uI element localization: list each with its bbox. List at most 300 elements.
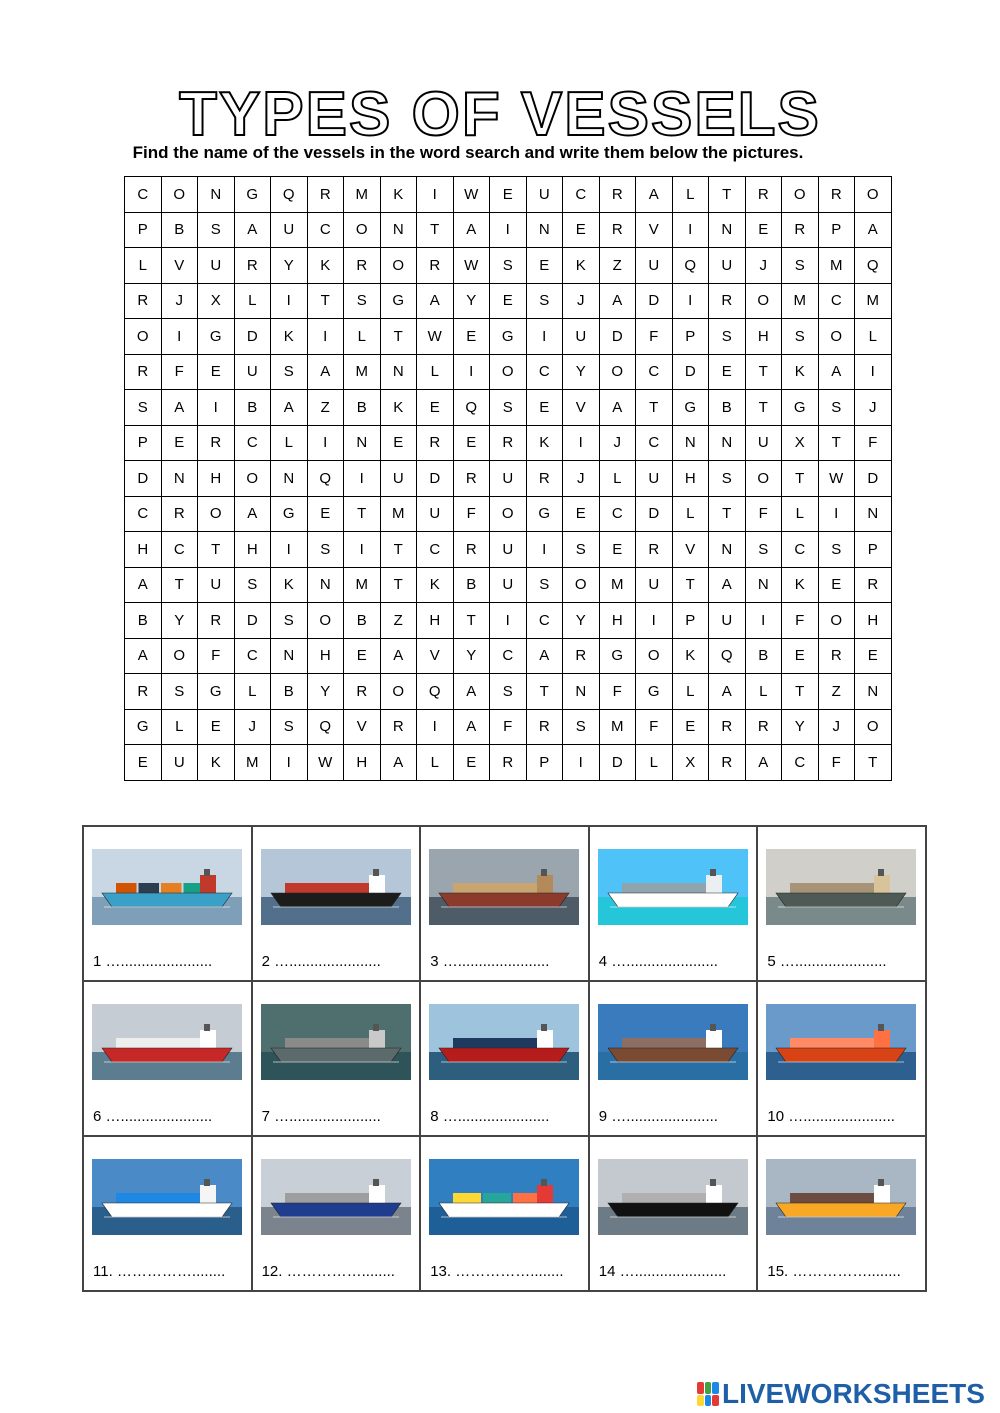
grid-letter: N [672, 425, 709, 461]
grid-letter: M [344, 354, 381, 390]
answer-blank[interactable]: 15. ……………........ [767, 1263, 901, 1280]
answer-blank[interactable]: 11. ……………........ [93, 1263, 226, 1280]
grid-letter: A [599, 283, 636, 319]
grid-letter: S [125, 390, 162, 426]
grid-letter: P [672, 603, 709, 639]
grid-letter: L [417, 354, 454, 390]
grid-letter: S [271, 603, 308, 639]
grid-letter: H [234, 532, 271, 568]
grid-letter: E [855, 638, 892, 674]
grid-letter: C [526, 603, 563, 639]
grid-letter: J [161, 283, 198, 319]
grid-letter: O [380, 248, 417, 284]
grid-letter: F [855, 425, 892, 461]
grid-letter: C [818, 283, 855, 319]
cargo-ship-photo [598, 1004, 748, 1080]
vessel-card [757, 1136, 926, 1291]
vessel-card [757, 981, 926, 1136]
grid-letter: K [417, 567, 454, 603]
grid-letter: V [344, 709, 381, 745]
grid-letter: C [599, 496, 636, 532]
grid-row [125, 603, 892, 639]
grid-letter: F [490, 709, 527, 745]
grid-letter: T [709, 496, 746, 532]
grid-letter: N [709, 212, 746, 248]
grid-letter: P [818, 212, 855, 248]
grid-letter: Y [453, 283, 490, 319]
grid-letter: G [380, 283, 417, 319]
grid-letter: N [271, 461, 308, 497]
grid-letter: N [161, 461, 198, 497]
grid-letter: A [271, 390, 308, 426]
grid-letter: A [234, 212, 271, 248]
grid-letter: U [709, 248, 746, 284]
grid-letter: G [198, 319, 235, 355]
grid-letter: I [745, 603, 782, 639]
grid-row [125, 638, 892, 674]
grid-letter: U [636, 248, 673, 284]
grid-letter: E [526, 390, 563, 426]
grid-letter: U [563, 319, 600, 355]
grid-letter: F [745, 496, 782, 532]
answer-blank[interactable]: 12. ……………........ [261, 1263, 395, 1280]
grid-letter: Y [563, 354, 600, 390]
grid-letter: I [563, 745, 600, 781]
grid-letter: R [234, 248, 271, 284]
grid-row [125, 177, 892, 213]
grid-letter: R [344, 674, 381, 710]
grid-letter: Z [599, 248, 636, 284]
grid-letter: J [234, 709, 271, 745]
grid-letter: E [672, 709, 709, 745]
grid-letter: A [526, 638, 563, 674]
grid-letter: D [234, 319, 271, 355]
grid-letter: Y [307, 674, 344, 710]
grid-letter: S [271, 709, 308, 745]
grid-letter: L [417, 745, 454, 781]
grid-letter: A [380, 745, 417, 781]
grid-letter: U [745, 425, 782, 461]
grid-letter: G [490, 319, 527, 355]
grid-letter: S [818, 390, 855, 426]
grid-letter: B [125, 603, 162, 639]
grid-letter: A [453, 212, 490, 248]
grid-letter: R [125, 354, 162, 390]
grid-row [125, 425, 892, 461]
grid-letter: T [672, 567, 709, 603]
grid-letter: F [198, 638, 235, 674]
grid-letter: O [636, 638, 673, 674]
grid-letter: T [636, 390, 673, 426]
grid-letter: D [855, 461, 892, 497]
grid-letter: U [271, 212, 308, 248]
grid-letter: W [818, 461, 855, 497]
vessel-card [420, 981, 589, 1136]
grid-row [125, 461, 892, 497]
grid-letter: Q [709, 638, 746, 674]
grid-letter: M [855, 283, 892, 319]
grid-letter: U [490, 532, 527, 568]
grid-letter: E [490, 283, 527, 319]
grid-letter: R [125, 674, 162, 710]
grid-letter: H [745, 319, 782, 355]
grid-letter: N [344, 425, 381, 461]
grid-letter: U [198, 248, 235, 284]
grid-letter: L [782, 496, 819, 532]
grid-letter: U [636, 461, 673, 497]
grid-letter: L [672, 496, 709, 532]
answer-blank[interactable]: 4 …...................... [598, 953, 718, 970]
cruise-ship-photo [429, 1159, 579, 1235]
grid-letter: K [672, 638, 709, 674]
grid-letter: I [490, 603, 527, 639]
grid-letter: G [234, 177, 271, 213]
grid-letter: T [855, 745, 892, 781]
grid-letter: J [818, 709, 855, 745]
grid-letter: M [782, 283, 819, 319]
grid-letter: R [818, 177, 855, 213]
grid-letter: S [782, 248, 819, 284]
answer-blank[interactable]: 1 …...................... [93, 953, 213, 970]
grid-letter: U [198, 567, 235, 603]
grid-letter: B [234, 390, 271, 426]
grid-row [125, 319, 892, 355]
grid-letter: B [271, 674, 308, 710]
grid-letter: L [672, 674, 709, 710]
grid-letter: R [526, 709, 563, 745]
grid-letter: Y [161, 603, 198, 639]
grid-letter: E [709, 354, 746, 390]
vessel-card [252, 1136, 421, 1291]
grid-letter: R [599, 177, 636, 213]
grid-letter: T [782, 461, 819, 497]
grid-letter: R [453, 461, 490, 497]
answer-blank[interactable]: 5 …...................... [767, 953, 887, 970]
grid-letter: S [563, 532, 600, 568]
grid-letter: O [745, 461, 782, 497]
grid-letter: R [526, 461, 563, 497]
grid-letter: O [307, 603, 344, 639]
grid-letter: Y [271, 248, 308, 284]
grid-letter: S [563, 709, 600, 745]
grid-letter: J [745, 248, 782, 284]
grid-letter: I [198, 390, 235, 426]
grid-letter: G [599, 638, 636, 674]
grid-letter: N [271, 638, 308, 674]
answer-blank[interactable]: 2 …...................... [261, 953, 381, 970]
grid-letter: F [453, 496, 490, 532]
grid-letter: H [672, 461, 709, 497]
grid-letter: E [125, 745, 162, 781]
vessel-card [420, 826, 589, 981]
grid-letter: S [709, 461, 746, 497]
card-row [83, 1136, 926, 1291]
grid-letter: W [417, 319, 454, 355]
grid-letter: S [344, 283, 381, 319]
grid-letter: I [453, 354, 490, 390]
grid-letter: N [380, 212, 417, 248]
card-row [83, 826, 926, 981]
grid-letter: E [782, 638, 819, 674]
answer-blank[interactable]: 6 …...................... [93, 1108, 213, 1125]
grid-letter: R [198, 603, 235, 639]
grid-letter: Y [453, 638, 490, 674]
grid-letter: O [855, 709, 892, 745]
grid-letter: I [526, 532, 563, 568]
grid-letter: B [745, 638, 782, 674]
grid-letter: O [599, 354, 636, 390]
grid-letter: L [636, 745, 673, 781]
grid-letter: H [344, 745, 381, 781]
grid-letter: K [271, 567, 308, 603]
grid-letter: I [271, 532, 308, 568]
grid-letter: E [599, 532, 636, 568]
grid-row [125, 248, 892, 284]
grid-letter: O [344, 212, 381, 248]
grid-letter: C [234, 425, 271, 461]
grid-letter: Q [307, 461, 344, 497]
grid-letter: N [198, 177, 235, 213]
barge-photo [429, 849, 579, 925]
grid-letter: R [636, 532, 673, 568]
answer-blank[interactable]: 8 …...................... [430, 1108, 550, 1125]
grid-row [125, 567, 892, 603]
grid-letter: T [380, 319, 417, 355]
grid-letter: O [855, 177, 892, 213]
grid-letter: C [782, 532, 819, 568]
grid-letter: Z [818, 674, 855, 710]
grid-letter: A [417, 283, 454, 319]
grid-letter: T [453, 603, 490, 639]
grid-letter: M [599, 567, 636, 603]
grid-letter: W [453, 248, 490, 284]
grid-letter: U [636, 567, 673, 603]
grid-letter: X [198, 283, 235, 319]
grid-letter: C [563, 177, 600, 213]
grid-letter: I [526, 319, 563, 355]
grid-letter: R [782, 212, 819, 248]
grid-letter: R [599, 212, 636, 248]
ferry-boat-photo [429, 1004, 579, 1080]
grid-letter: K [782, 567, 819, 603]
grid-letter: A [453, 674, 490, 710]
grid-letter: I [344, 532, 381, 568]
grid-letter: R [709, 283, 746, 319]
yacht-photo [598, 849, 748, 925]
grid-letter: I [307, 319, 344, 355]
grid-letter: T [745, 354, 782, 390]
answer-blank[interactable]: 10 …...................... [767, 1108, 895, 1125]
grid-letter: C [490, 638, 527, 674]
grid-letter: O [161, 177, 198, 213]
grid-row [125, 283, 892, 319]
grid-letter: V [636, 212, 673, 248]
grid-letter: R [563, 638, 600, 674]
grid-letter: K [198, 745, 235, 781]
container-ship-photo [92, 849, 242, 925]
grid-letter: I [672, 212, 709, 248]
grid-letter: E [198, 354, 235, 390]
grid-letter: A [125, 567, 162, 603]
vessel-card [589, 981, 758, 1136]
vessel-card [252, 981, 421, 1136]
grid-letter: R [453, 532, 490, 568]
grid-letter: T [307, 283, 344, 319]
grid-letter: N [709, 425, 746, 461]
grid-letter: E [453, 425, 490, 461]
vessel-card [757, 826, 926, 981]
grid-letter: R [307, 177, 344, 213]
grid-letter: E [490, 177, 527, 213]
grid-letter: O [198, 496, 235, 532]
grid-letter: W [307, 745, 344, 781]
grid-letter: E [161, 425, 198, 461]
tanker-photo [92, 1004, 242, 1080]
grid-letter: S [782, 319, 819, 355]
grid-letter: Q [417, 674, 454, 710]
grid-letter: N [709, 532, 746, 568]
grid-letter: E [563, 496, 600, 532]
grid-letter: C [636, 354, 673, 390]
grid-letter: D [599, 745, 636, 781]
instructions: Find the name of the vessels in the word search and write them below the pictures. [132, 143, 804, 162]
grid-letter: Q [453, 390, 490, 426]
grid-letter: C [782, 745, 819, 781]
grid-letter: A [636, 177, 673, 213]
grid-letter: R [818, 638, 855, 674]
grid-letter: D [636, 496, 673, 532]
ocean-liner-photo [261, 849, 411, 925]
grid-letter: O [161, 638, 198, 674]
liveworksheets-logo [697, 1379, 985, 1409]
grid-letter: T [526, 674, 563, 710]
grid-letter: M [344, 177, 381, 213]
grid-letter: Q [672, 248, 709, 284]
grid-letter: J [599, 425, 636, 461]
grid-letter: G [125, 709, 162, 745]
grid-letter: I [344, 461, 381, 497]
grid-letter: S [818, 532, 855, 568]
grid-letter: G [271, 496, 308, 532]
grid-letter: S [745, 532, 782, 568]
grid-letter: M [599, 709, 636, 745]
grid-letter: I [417, 709, 454, 745]
grid-letter: G [782, 390, 819, 426]
grid-letter: H [198, 461, 235, 497]
grid-letter: L [344, 319, 381, 355]
grid-letter: P [672, 319, 709, 355]
grid-letter: C [307, 212, 344, 248]
grid-letter: S [526, 283, 563, 319]
logo-icon [697, 1382, 719, 1406]
grid-letter: A [125, 638, 162, 674]
vessel-card [589, 1136, 758, 1291]
grid-letter: P [125, 212, 162, 248]
grid-letter: C [417, 532, 454, 568]
grid-letter: E [380, 425, 417, 461]
answer-blank[interactable]: 7 …...................... [261, 1108, 381, 1125]
grid-letter: M [344, 567, 381, 603]
grid-letter: A [380, 638, 417, 674]
grid-letter: C [636, 425, 673, 461]
grid-letter: L [125, 248, 162, 284]
grid-letter: R [490, 745, 527, 781]
grid-letter: S [490, 390, 527, 426]
vessel-card [589, 826, 758, 981]
grid-letter: R [344, 248, 381, 284]
grid-letter: N [855, 496, 892, 532]
grid-letter: S [709, 319, 746, 355]
grid-letter: R [417, 248, 454, 284]
grid-letter: E [307, 496, 344, 532]
grid-letter: E [344, 638, 381, 674]
picture-cards [82, 825, 927, 1292]
grid-letter: O [563, 567, 600, 603]
grid-letter: E [453, 319, 490, 355]
dredger-photo [766, 849, 916, 925]
page-title: TYPES OF VESSELS [179, 80, 821, 149]
grid-letter: G [636, 674, 673, 710]
grid-letter: J [855, 390, 892, 426]
grid-letter: A [161, 390, 198, 426]
grid-letter: K [307, 248, 344, 284]
grid-letter: S [526, 567, 563, 603]
grid-letter: V [563, 390, 600, 426]
grid-letter: S [161, 674, 198, 710]
grid-letter: I [417, 177, 454, 213]
grid-letter: D [234, 603, 271, 639]
grid-letter: L [271, 425, 308, 461]
grid-letter: G [198, 674, 235, 710]
grid-letter: L [672, 177, 709, 213]
grid-letter: Z [380, 603, 417, 639]
grid-letter: O [490, 354, 527, 390]
grid-letter: O [745, 283, 782, 319]
answer-blank[interactable]: 3 …...................... [430, 953, 550, 970]
grid-letter: E [453, 745, 490, 781]
grid-letter: K [563, 248, 600, 284]
grid-letter: M [380, 496, 417, 532]
grid-letter: B [344, 390, 381, 426]
grid-letter: B [344, 603, 381, 639]
grid-letter: A [855, 212, 892, 248]
grid-letter: E [818, 567, 855, 603]
grid-letter: A [599, 390, 636, 426]
grid-letter: N [307, 567, 344, 603]
grid-letter: S [198, 212, 235, 248]
answer-blank[interactable]: 14 …...................... [598, 1263, 727, 1280]
grid-letter: S [307, 532, 344, 568]
grid-letter: D [417, 461, 454, 497]
grid-letter: I [307, 425, 344, 461]
grid-letter: F [818, 745, 855, 781]
answer-blank[interactable]: 13. ……………........ [430, 1263, 564, 1280]
answer-blank[interactable]: 9 …...................... [598, 1108, 718, 1125]
grid-letter: C [125, 177, 162, 213]
grid-row [125, 532, 892, 568]
grid-letter: A [234, 496, 271, 532]
grid-letter: F [636, 709, 673, 745]
grid-letter: R [417, 425, 454, 461]
grid-letter: F [636, 319, 673, 355]
grid-letter: J [563, 283, 600, 319]
gas-carrier-photo [766, 1004, 916, 1080]
vessel-card [252, 826, 421, 981]
grid-letter: O [782, 177, 819, 213]
grid-letter: R [745, 177, 782, 213]
grid-letter: S [234, 567, 271, 603]
grid-letter: P [855, 532, 892, 568]
